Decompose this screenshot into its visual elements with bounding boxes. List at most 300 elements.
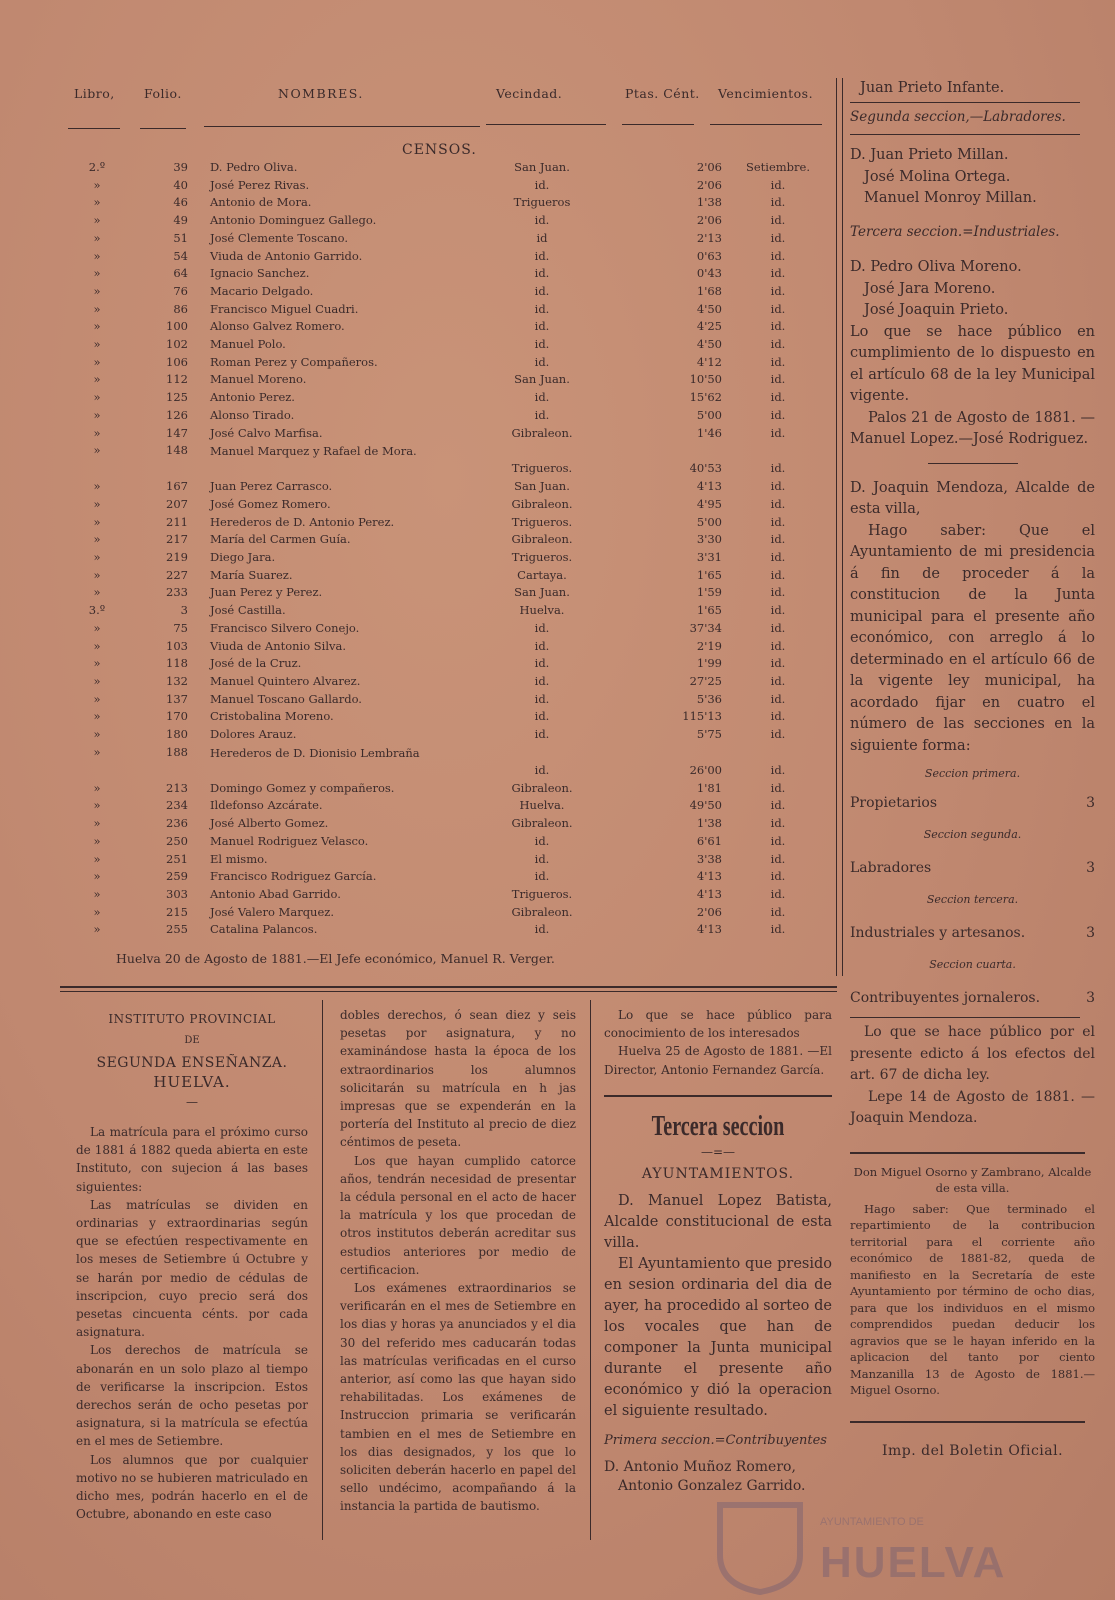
vecindad-cell: id. (534, 266, 550, 281)
amount-cell: 5'00 (696, 407, 722, 422)
table-row (60, 621, 830, 639)
vencimiento-cell: id. (770, 922, 786, 937)
instituto-subtitle: SEGUNDA ENSEÑANZA. (96, 1055, 288, 1072)
folio-cell: 148 (166, 443, 188, 458)
name-cell: El mismo. (210, 851, 268, 866)
amount-cell: 2'06 (696, 213, 722, 228)
libro-cell: » (93, 656, 101, 671)
amount-cell: 2'06 (696, 904, 722, 919)
libro-cell: » (93, 851, 101, 866)
name-cell: Manuel Moreno. (210, 372, 307, 387)
table-row (60, 390, 830, 408)
folio-cell: 227 (166, 567, 188, 582)
folio-cell: 215 (166, 904, 188, 919)
vencimiento-cell: id. (770, 390, 786, 405)
name-cell: Viuda de Antonio Garrido. (210, 248, 363, 263)
seccion-row (850, 858, 1095, 880)
name-cell: Herederos de D. Antonio Perez. (210, 514, 395, 529)
folio-cell: 137 (166, 691, 188, 706)
section-divider (60, 991, 837, 992)
amount-cell: 5'00 (696, 514, 722, 529)
folio-cell: 86 (173, 301, 188, 316)
table-row (60, 922, 830, 940)
table-row (60, 266, 830, 284)
table-row (60, 603, 830, 621)
name-cell: Manuel Quintero Alvarez. (210, 673, 361, 688)
name-cell: Francisco Silvero Conejo. (210, 620, 360, 635)
folio-cell: 132 (166, 673, 188, 688)
libro-cell: » (93, 443, 101, 458)
name-cell: María del Carmen Guía. (210, 532, 351, 547)
header-rule (204, 126, 480, 127)
amount-cell: 4'13 (696, 886, 722, 901)
libro-cell: » (93, 496, 101, 511)
libro-cell: » (93, 230, 101, 245)
folio-cell: 76 (173, 283, 188, 298)
ayuntamientos-column (604, 1006, 832, 1495)
name-cell: Viuda de Antonio Silva. (210, 638, 347, 653)
instituto-city: HUELVA. (153, 1072, 231, 1091)
vencimiento-cell: id. (770, 620, 786, 635)
vencimiento-cell: id. (770, 727, 786, 741)
name-cell: José Alberto Gomez. (210, 816, 329, 831)
ayuntamientos-heading: AYUNTAMIENTOS. (641, 1166, 795, 1183)
folio-cell: 170 (166, 709, 188, 724)
amount-cell: 49'50 (689, 798, 722, 813)
notice-paragraph: Hago saber: Que terminado el repartimiento de la contribucion territorial para el corriente año económico de 1881-82, queda de manifiesto en la Secretaría de este Ayuntamiento por término de ocho dias, para que los individuos en el mismo comprendidos puedan deducir los agravios que se le hayan inferido en la aplicacion del tanto por ciento Manzanilla 13 de Agosto de 1881.—Miguel Osorno. (850, 1201, 1095, 1397)
vecindad-cell: id. (534, 727, 550, 741)
libro-cell: » (93, 248, 101, 263)
vecindad-cell: Trigueros. (511, 461, 573, 476)
notice-signature: Huelva 25 de Agosto de 1881. —El Director, Antonio Fernandez García. (604, 1044, 832, 1077)
vecindad-cell: San Juan. (514, 160, 570, 174)
column-divider (590, 1000, 591, 1540)
vecindad-cell: Gibraleon. (511, 532, 573, 547)
table-row (60, 319, 830, 337)
folio-cell: 40 (173, 177, 188, 192)
amount-cell: 2'13 (696, 230, 722, 245)
table-row (60, 372, 830, 390)
member-name: D. Juan Prieto Millan. (850, 147, 1009, 163)
name-cell: Francisco Rodriguez García. (210, 869, 377, 884)
vecindad-cell: id. (534, 213, 550, 228)
libro-cell: » (93, 213, 101, 228)
vencimiento-cell: id. (770, 833, 786, 848)
libro-cell: » (93, 425, 101, 440)
vencimiento-cell: Setiembre. (745, 160, 810, 174)
header-libro: Libro, (74, 86, 115, 101)
table-row (60, 727, 830, 745)
table-row (60, 781, 830, 799)
libro-cell: » (93, 283, 101, 298)
name-cell: Antonio Dominguez Gallego. (210, 213, 377, 228)
table-row (60, 426, 830, 444)
vencimiento-cell: id. (770, 798, 786, 813)
table-row (60, 905, 830, 923)
notice-paragraph: Lo que se hace público para conocimiento de los interesados (604, 1008, 832, 1041)
table-row (60, 639, 830, 657)
libro-cell: » (93, 869, 101, 884)
header-rule (486, 124, 606, 125)
libro-cell: » (93, 177, 101, 192)
header-ptas: Ptas. Cént. (625, 86, 700, 101)
libro-cell: » (93, 550, 101, 564)
member-name: José Molina Ortega. (864, 168, 1011, 185)
libro-cell: » (93, 585, 101, 600)
table-row (60, 568, 830, 586)
watermark-subtitle: AYUNTAMIENTO DE (820, 1516, 924, 1528)
vencimiento-cell: id. (770, 514, 786, 529)
libro-cell: » (93, 319, 101, 334)
amount-cell: 4'12 (696, 354, 722, 369)
instituto-paragraph: La matrícula para el próximo curso de 1881 á 1882 queda abierta en este Instituto, con sujecion á las bases siguientes: (76, 1125, 308, 1194)
name-cell: Antonio de Mora. (210, 195, 312, 210)
name-cell: Manuel Toscano Gallardo. (210, 691, 362, 706)
table-row (60, 408, 830, 426)
folio-cell: 234 (166, 798, 188, 813)
table-row (60, 479, 830, 497)
vecindad-cell: id. (534, 177, 550, 192)
name-cell: Ildefonso Azcárate. (210, 798, 323, 813)
name-cell: Dolores Arauz. (210, 727, 297, 741)
table-row (60, 834, 830, 852)
name-cell: José de la Cruz. (210, 656, 302, 671)
vencimiento-cell: id. (770, 886, 786, 901)
libro-cell: » (93, 922, 101, 937)
amount-cell: 1'38 (696, 195, 722, 210)
amount-cell: 1'81 (696, 780, 722, 795)
amount-cell: 1'99 (696, 656, 722, 671)
libro-cell: » (93, 673, 101, 688)
libro-cell: » (93, 691, 101, 706)
censos-footer: Huelva 20 de Agosto de 1881.—El Jefe económico, Manuel R. Verger. (116, 951, 555, 966)
section-divider (60, 986, 837, 988)
libro-cell: » (93, 833, 101, 848)
instituto-continuation-column (340, 1006, 576, 1516)
header-rule (710, 124, 822, 125)
table-row (60, 231, 830, 249)
vecindad-cell: id. (534, 673, 550, 688)
notice-paragraph: Lo que se hace público por el presente edicto á los efectos del art. 67 de dicha ley. (850, 1024, 1095, 1083)
name-cell: Roman Perez y Compañeros. (210, 354, 378, 369)
short-rule (850, 1017, 1080, 1018)
vencimiento-cell: id. (770, 407, 786, 422)
vencimiento-cell: id. (770, 177, 786, 192)
member-name: Antonio Gonzalez Garrido. (618, 1477, 806, 1494)
table-row (60, 532, 830, 550)
folio-cell: 46 (173, 195, 188, 210)
libro-cell: » (93, 532, 101, 547)
folio-cell: 39 (173, 160, 188, 174)
short-rule (850, 102, 1080, 103)
name-cell: Ignacio Sanchez. (210, 266, 310, 281)
imprint: Imp. del Boletin Oficial. (881, 1442, 1064, 1459)
folio-cell: 167 (166, 479, 188, 494)
vencimiento-cell: id. (770, 195, 786, 210)
name-cell: Alonso Galvez Romero. (210, 319, 345, 334)
amount-cell: 1'65 (696, 603, 722, 618)
libro-cell: » (93, 354, 101, 369)
seccion-item: Labradores (850, 859, 932, 876)
amount-cell: 4'25 (696, 319, 722, 334)
name-cell: Herederos de D. Dionisio Lembraña (210, 745, 420, 760)
vencimiento-cell: id. (770, 230, 786, 245)
folio-cell: 64 (173, 266, 188, 281)
libro-cell: » (93, 479, 101, 494)
table-row (60, 550, 830, 568)
name-cell: José Clemente Toscano. (210, 230, 349, 245)
table-row (60, 852, 830, 870)
amount-cell: 3'38 (696, 851, 722, 866)
seccion-count: 3 (1086, 859, 1095, 876)
notice-paragraph: Hago saber: Que el Ayuntamiento de mi presidencia á fin de proceder á la constitucion de la Junta municipal para el presente año económico, con arreglo á lo determinado en el artículo 66 de la vigente ley municipal, ha acordado fijar en cuatro el número de las secciones en la siguiente forma: (850, 522, 1095, 754)
folio-cell: 255 (166, 922, 188, 937)
vencimiento-cell: id. (770, 301, 786, 316)
folio-cell: 236 (166, 816, 188, 831)
vecindad-cell: Trigueros. (511, 514, 573, 529)
vencimiento-cell: id. (770, 425, 786, 440)
amount-cell: 37'34 (689, 620, 722, 635)
table-row (60, 284, 830, 302)
folio-cell: 259 (166, 869, 188, 884)
libro-cell: » (93, 514, 101, 529)
name-cell: Juan Perez Carrasco. (210, 479, 333, 494)
amount-cell: 0'63 (696, 248, 722, 263)
amount-cell: 40'53 (689, 461, 722, 476)
amount-cell: 4'95 (696, 496, 722, 511)
name-cell: Francisco Miguel Cuadri. (210, 301, 359, 316)
name-cell: Manuel Polo. (210, 337, 286, 351)
folio-cell: 207 (166, 496, 188, 511)
libro-cell: 2.º (88, 160, 106, 174)
name-cell: Manuel Marquez y Rafael de Mora. (210, 444, 417, 459)
folio-cell: 303 (166, 886, 188, 901)
vencimiento-cell: id. (770, 567, 786, 582)
section-rule (604, 1095, 832, 1097)
folio-cell: 251 (166, 851, 188, 866)
table-row (60, 249, 830, 267)
libro-cell: » (93, 798, 101, 813)
notice-signature: Palos 21 de Agosto de 1881. —Manuel Lopez.—José Rodriguez. (850, 409, 1095, 447)
amount-cell: 1'65 (696, 567, 722, 582)
name-cell: José Valero Marquez. (210, 904, 334, 919)
vencimiento-cell: id. (770, 372, 786, 387)
libro-cell: » (93, 567, 101, 582)
name-cell: José Castilla. (210, 603, 286, 618)
vecindad-cell: id. (534, 248, 550, 263)
vecindad-cell: id. (534, 869, 550, 884)
seccion-label: Seccion primera. (924, 767, 1021, 780)
vencimiento-cell: id. (770, 496, 786, 511)
table-row (60, 709, 830, 727)
member-name: José Joaquin Prieto. (864, 302, 1009, 318)
header-vecindad: Vecindad. (496, 86, 563, 101)
libro-cell: » (93, 301, 101, 316)
seccion-item: Propietarios (850, 794, 938, 811)
section-rule (850, 1421, 1085, 1423)
libro-cell: » (93, 638, 101, 653)
folio-cell: 75 (173, 620, 188, 635)
name-cell: Catalina Palancos. (210, 922, 318, 937)
amount-cell: 10'50 (689, 372, 722, 387)
name-cell: Domingo Gomez y compañeros. (210, 780, 395, 795)
name-cell: Macario Delgado. (210, 283, 314, 298)
vencimiento-cell: id. (770, 213, 786, 228)
vecindad-cell: id. (534, 337, 550, 351)
instituto-paragraph: Los exámenes extraordinarios se verificarán en el mes de Setiembre en los dias y horas ya anunciados y el dia 30 del referido mes caducarán todas las matrículas verificadas en el curso anterior, así como las que hayan sido rehabilitadas. Los exámenes de Instruccion primaria se verificarán tambien en el mes de Setiembre en los dias designados, y los que lo soliciten deberán hacerlo en papel del sello undécimo, acompañando á la instancia la partida de bautismo. (340, 1281, 576, 1514)
folio-cell: 103 (166, 638, 188, 653)
amount-cell: 26'00 (689, 762, 722, 777)
folio-cell: 112 (166, 372, 188, 387)
amount-cell: 1'59 (696, 585, 722, 600)
vencimiento-cell: id. (770, 319, 786, 334)
vencimiento-cell: id. (770, 479, 786, 494)
vencimiento-cell: id. (770, 354, 786, 369)
folio-cell: 250 (166, 833, 188, 848)
libro-cell: » (93, 266, 101, 281)
amount-cell: 2'06 (696, 177, 722, 192)
vecindad-cell: id. (534, 319, 550, 334)
folio-cell: 49 (173, 213, 188, 228)
libro-cell: » (93, 744, 101, 759)
header-rule (140, 128, 186, 129)
vencimiento-cell: id. (770, 869, 786, 884)
amount-cell: 4'50 (696, 301, 722, 316)
vecindad-cell: id (536, 230, 548, 245)
vencimiento-cell: id. (770, 283, 786, 298)
libro-cell: » (93, 727, 101, 741)
vencimiento-cell: id. (770, 266, 786, 281)
name-cell: José Perez Rivas. (210, 177, 310, 192)
notice-paragraph: Lo que se hace público en cumplimiento de lo dispuesto en el artículo 68 de la ley Municipal vigente. (850, 323, 1095, 404)
vecindad-cell: id. (534, 851, 550, 866)
segunda-seccion-label: Segunda seccion,—Labradores. (850, 108, 1066, 125)
seccion-row (850, 988, 1095, 1010)
table-row (60, 816, 830, 834)
table-row (60, 302, 830, 320)
header-rule (622, 124, 694, 125)
vencimiento-cell: id. (770, 603, 786, 618)
libro-cell: » (93, 620, 101, 635)
libro-cell: » (93, 904, 101, 919)
table-row (60, 497, 830, 515)
seccion-count: 3 (1086, 794, 1095, 811)
folio-cell: 217 (166, 532, 188, 547)
member-name: José Jara Moreno. (864, 280, 996, 297)
vecindad-cell: Huelva. (519, 603, 565, 618)
vecindad-cell: San Juan. (514, 585, 570, 600)
seccion-label: Seccion segunda. (923, 828, 1022, 841)
vencimiento-cell: id. (770, 691, 786, 706)
tercera-seccion-label: Tercera seccion.=Industriales. (850, 223, 1060, 240)
table-row (60, 656, 830, 674)
column-divider (322, 1000, 323, 1540)
archive-watermark (700, 1500, 1030, 1595)
amount-cell: 4'13 (696, 869, 722, 884)
vecindad-cell: id. (534, 407, 550, 422)
libro-cell: » (93, 886, 101, 901)
name-cell: Cristobalina Moreno. (210, 709, 334, 724)
vencimiento-cell: id. (770, 248, 786, 263)
table-row (60, 887, 830, 905)
member-name: Manuel Monroy Millan. (864, 190, 1037, 206)
libro-cell: 3.º (88, 603, 106, 618)
amount-cell: 1'38 (696, 816, 722, 831)
vencimiento-cell: id. (770, 709, 786, 724)
libro-cell: » (93, 390, 101, 405)
vencimiento-cell: id. (770, 762, 786, 777)
name-cell: Alonso Tirado. (210, 407, 295, 422)
folio-cell: 125 (166, 390, 188, 405)
vecindad-cell: id. (534, 620, 550, 635)
vencimiento-cell: id. (770, 851, 786, 866)
libro-cell: » (93, 816, 101, 831)
watermark-text: HUELVA (820, 1538, 1007, 1587)
amount-cell: 1'46 (696, 425, 722, 440)
name-cell: María Suarez. (210, 567, 293, 582)
vecindad-cell: id. (534, 354, 550, 369)
short-rule: — (186, 1094, 198, 1109)
folio-cell: 106 (166, 354, 188, 369)
header-nombres: NOMBRES. (278, 86, 364, 101)
table-row (60, 692, 830, 710)
table-row (60, 674, 830, 692)
name-cell: Manuel Rodriguez Velasco. (210, 833, 369, 848)
vecindad-cell: Trigueros (513, 195, 571, 210)
folio-cell: 100 (166, 319, 188, 334)
seccion-item: Contribuyentes jornaleros. (850, 989, 1041, 1006)
amount-cell: 4'50 (696, 337, 722, 351)
vencimiento-cell: id. (770, 816, 786, 831)
seccion-row (850, 793, 1095, 815)
vecindad-cell: id. (534, 922, 550, 937)
vecindad-cell: Trigueros. (511, 550, 573, 564)
instituto-paragraph: dobles derechos, ó sean diez y seis pesetas por asignatura, y no examinándose hasta la época de los extraordinarios los alumnos solicitarán su matrícula en h jas impresas que se expenderán en la portería del Instituto al precio de diez céntimos de peseta. (340, 1008, 576, 1150)
vecindad-cell: Trigueros. (511, 886, 573, 901)
vencimiento-cell: id. (770, 673, 786, 688)
column-divider (836, 78, 837, 976)
instituto-title: INSTITUTO PROVINCIAL (108, 1012, 276, 1026)
vencimiento-cell: id. (770, 550, 786, 564)
notice-signature: Lepe 14 de Agosto de 1881. —Joaquin Mendoza. (850, 1088, 1095, 1126)
tercera-seccion-heading: Tercera seccion (651, 1110, 785, 1142)
table-row (60, 515, 830, 533)
vencimiento-cell: id. (770, 904, 786, 919)
vecindad-cell: id. (534, 691, 550, 706)
table-row (60, 443, 830, 476)
amount-cell: 3'31 (696, 550, 722, 564)
libro-cell: » (93, 780, 101, 795)
name-cell: Diego Jara. (210, 550, 276, 564)
folio-cell: 211 (166, 514, 188, 529)
vencimiento-cell: id. (770, 656, 786, 671)
folio-cell: 147 (166, 425, 188, 440)
table-row (60, 160, 830, 178)
vecindad-cell: Gibraleon. (511, 496, 573, 511)
folio-cell: 219 (166, 550, 188, 564)
vecindad-cell: Gibraleon. (511, 780, 573, 795)
member-name: D. Pedro Oliva Moreno. (850, 259, 1022, 275)
divider-ornament (850, 463, 1095, 464)
folio-cell: 102 (166, 337, 188, 351)
instituto-title-de: DE (184, 1035, 200, 1047)
libro-cell: » (93, 372, 101, 387)
amount-cell: 5'75 (696, 727, 722, 741)
table-row (60, 178, 830, 196)
name-cell: José Calvo Marfisa. (210, 425, 323, 440)
vecindad-cell: Cartaya. (517, 567, 567, 582)
column-divider (842, 78, 843, 976)
